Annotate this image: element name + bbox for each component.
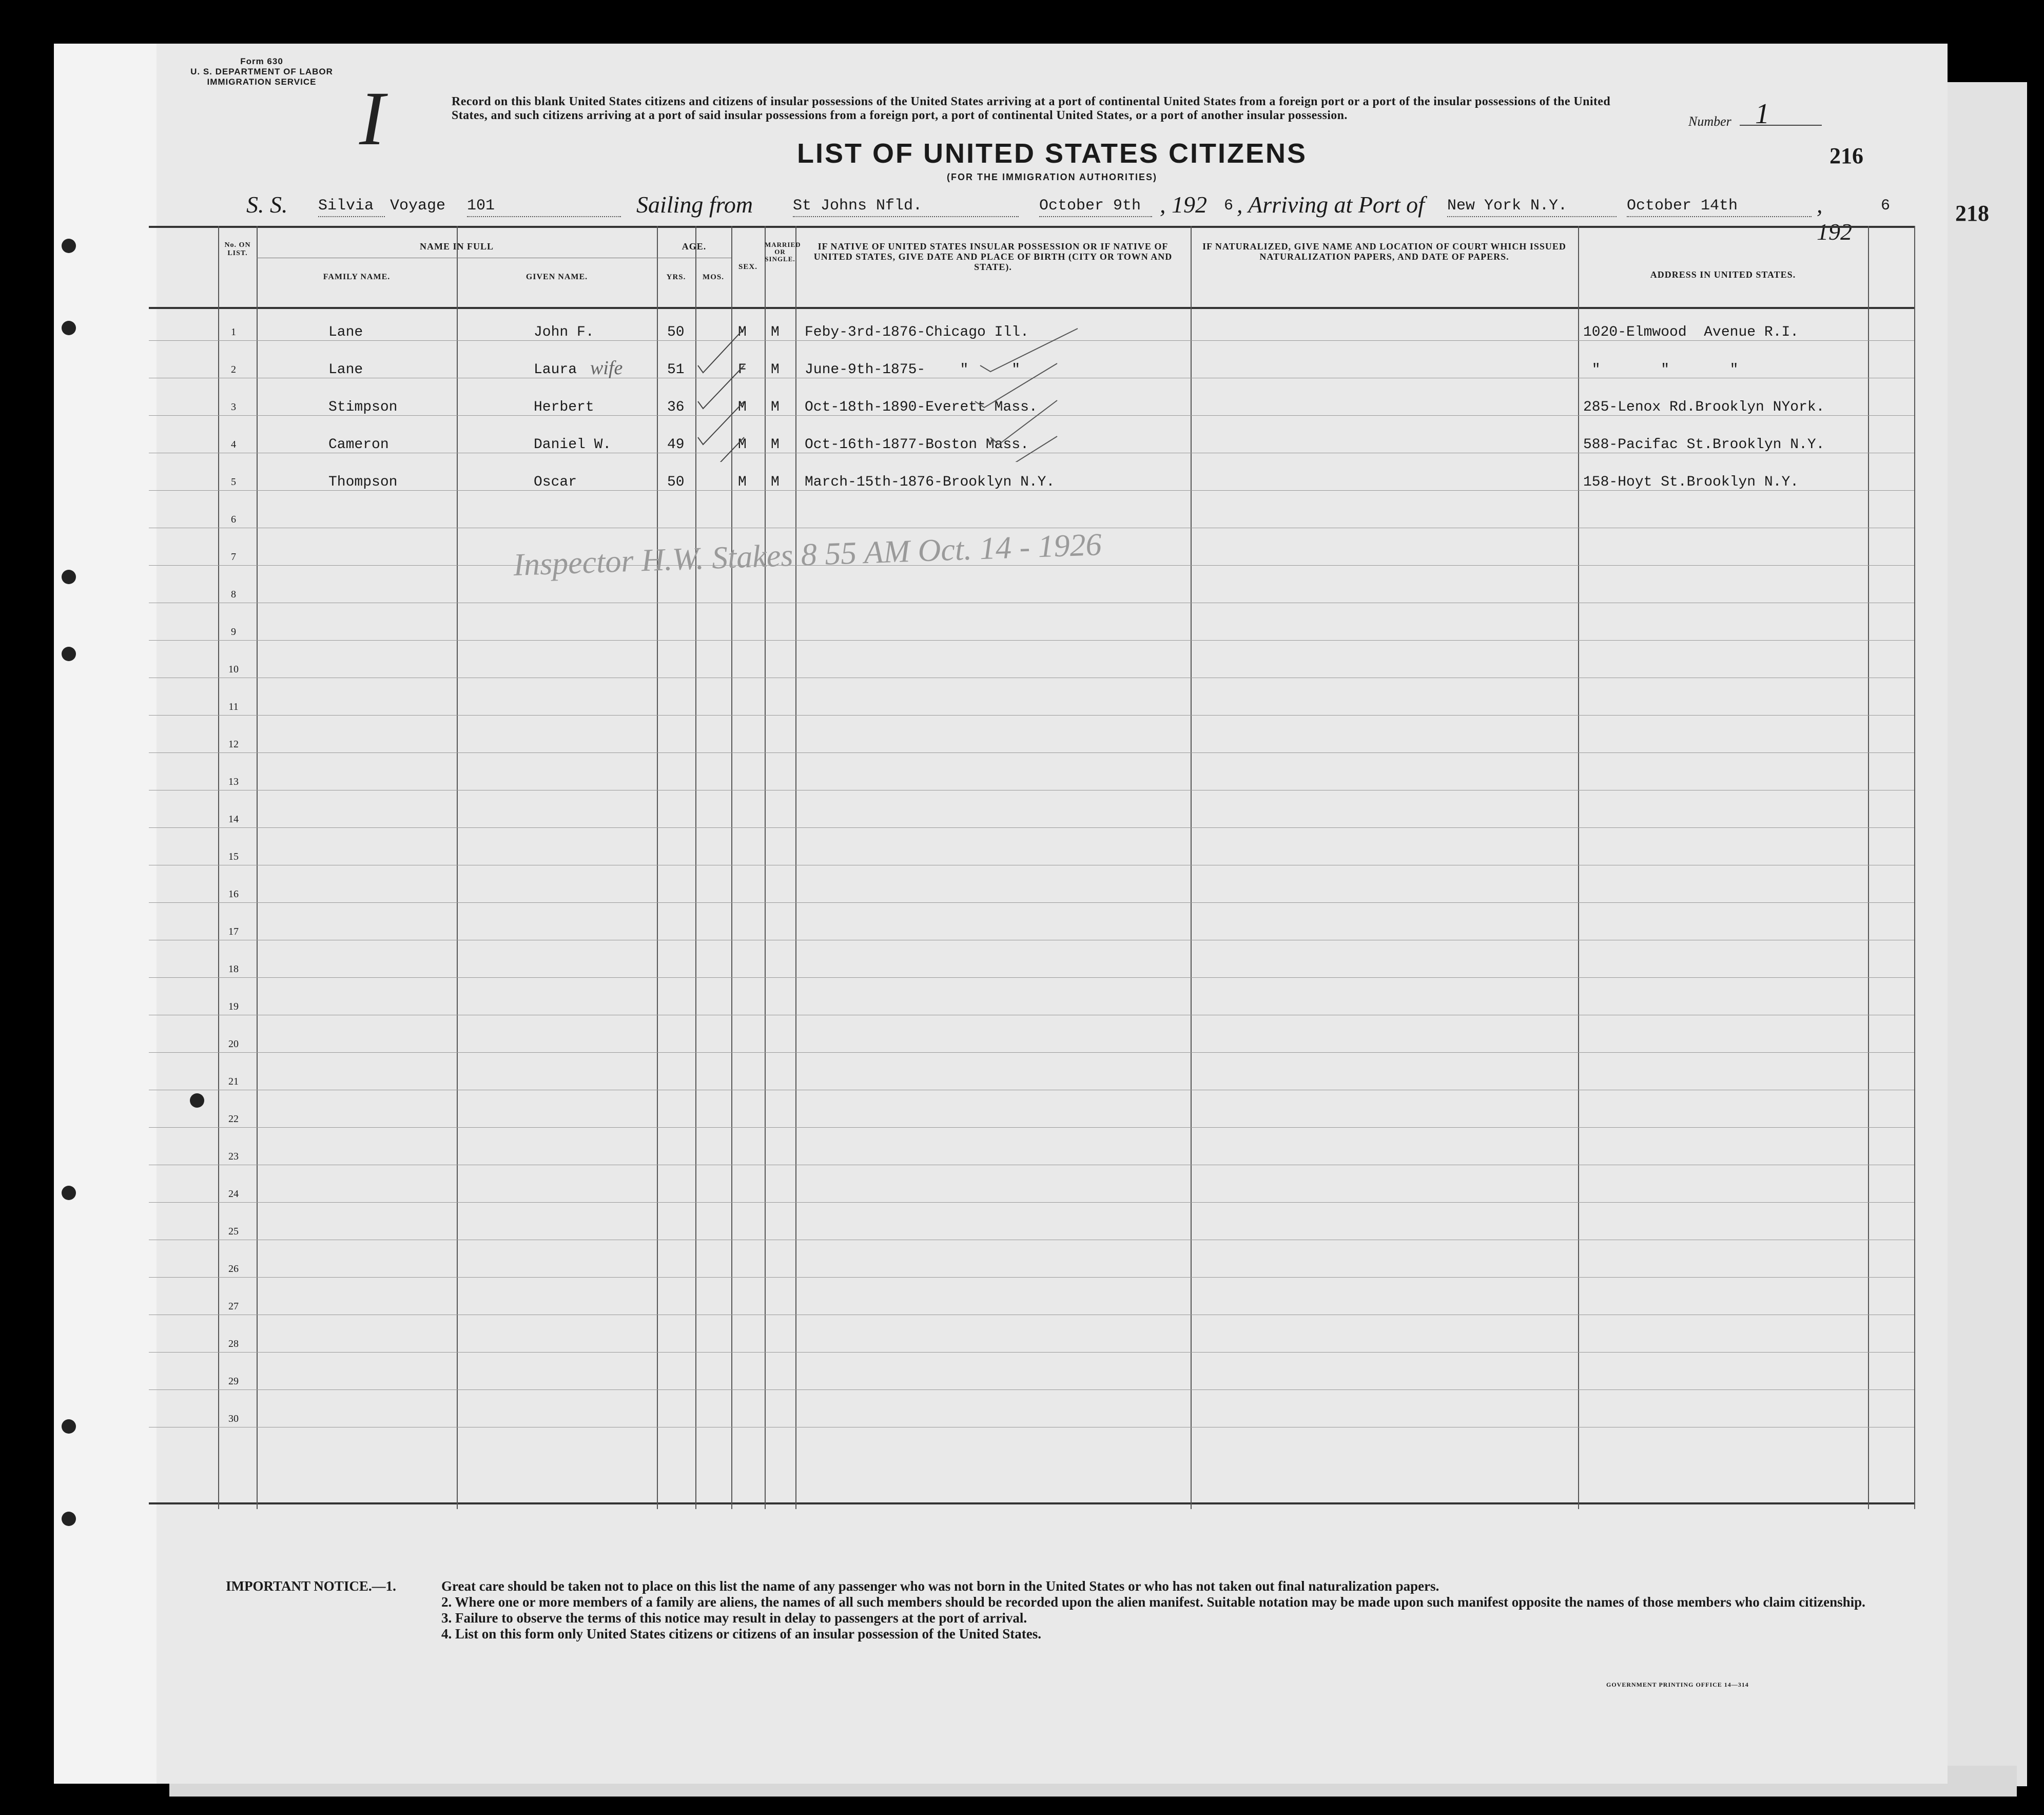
row-number: 14 <box>228 814 239 825</box>
row-rule <box>149 902 1914 903</box>
printer-imprint: GOVERNMENT PRINTING OFFICE 14—314 <box>1606 1681 1749 1688</box>
department-name: U. S. DEPARTMENT OF LABOR <box>190 67 333 76</box>
cell-given: Daniel W. <box>534 437 612 453</box>
ship-name: Silvia <box>318 197 385 217</box>
arrival-date: October 14th <box>1627 197 1812 217</box>
cell-sex: M <box>738 437 747 453</box>
row-number: 17 <box>228 926 239 937</box>
important-notice <box>226 1578 1868 1642</box>
cell-family: Lane <box>328 362 363 378</box>
cell-married: M <box>771 399 780 415</box>
cell-address: 158-Hoyt St.Brooklyn N.Y. <box>1583 474 1799 490</box>
cell-family: Lane <box>328 324 363 340</box>
header-family-name: FAMILY NAME. <box>323 273 391 281</box>
header-sex: SEX. <box>738 263 757 271</box>
cell-yrs: 50 <box>667 474 685 490</box>
voyage-line <box>246 191 1891 245</box>
voyage-number: 101 <box>467 197 621 217</box>
arriving-label: , Arriving at Port of <box>1237 191 1425 218</box>
arrival-year-prefix: , 192 <box>1817 191 1852 245</box>
binder-hole-icon <box>62 321 76 335</box>
cell-given: Herbert <box>534 399 594 415</box>
cell-married: M <box>771 474 780 490</box>
row-number: 9 <box>231 626 236 638</box>
col-divider <box>657 226 658 1509</box>
row-number: 30 <box>228 1413 239 1424</box>
form-number: Form 630 <box>240 56 283 66</box>
cell-birth: Oct-16th-1877-Boston Mass. <box>805 437 1029 453</box>
cell-sex: F <box>738 362 747 378</box>
sailing-port: St Johns Nfld. <box>793 197 1019 217</box>
sailing-year: 6 <box>1224 197 1234 215</box>
cell-sex: M <box>738 474 747 490</box>
header-mos: MOS. <box>703 273 724 281</box>
voyage-label: Voyage <box>390 197 446 215</box>
cell-address: 588-Pacifac St.Brooklyn N.Y. <box>1583 437 1825 453</box>
cell-birth: Feby-3rd-1876-Chicago Ill. <box>805 324 1029 340</box>
row-rule <box>149 827 1914 828</box>
number-underline <box>1740 125 1822 126</box>
row-number: 4 <box>231 439 236 450</box>
arrival-port: New York N.Y. <box>1447 197 1617 217</box>
binder-hole-icon <box>62 570 76 584</box>
ledger-bottom-rule <box>149 1502 1914 1504</box>
row-number: 20 <box>228 1038 239 1050</box>
row-number: 21 <box>228 1076 239 1087</box>
page-stamp-side: 218 <box>1955 201 1989 226</box>
cell-married: M <box>771 362 780 378</box>
arrival-year: 6 <box>1881 197 1891 215</box>
cell-yrs: 36 <box>667 399 685 415</box>
ss-label: S. S. <box>246 191 288 218</box>
row-number: 6 <box>231 514 236 525</box>
form-identifier <box>185 56 339 87</box>
page-subtitle: (FOR THE IMMIGRATION AUTHORITIES) <box>947 172 1157 182</box>
notice-item-2: 2. Where one or more members of a family are aliens, the names of all such members should be recorded upon the alien manifest. Suitable notation may be made upon such manifest opposite the names of those members who claim citizenship. <box>441 1594 1865 1610</box>
row-rule <box>149 715 1914 716</box>
row-number: 16 <box>228 889 239 900</box>
row-number: 23 <box>228 1151 239 1162</box>
col-divider <box>257 226 258 1509</box>
row-number: 27 <box>228 1301 239 1312</box>
binder-hole-icon <box>62 1512 76 1526</box>
cell-family: Thompson <box>328 474 398 490</box>
row-number: 2 <box>231 364 236 375</box>
inspector-note: Inspector H.W. Stakes 8 55 AM Oct. 14 - 1926 <box>513 527 1102 583</box>
form-instructions: Record on this blank United States citizens and citizens of insular possessions of the United States arriving at a port of continental United States from a foreign port or a port of the insular possessions of the United States, and such citizens arriving at a port of said insular possessions from a foreign port, a port of continental United States, or a port of another insular possession. <box>452 95 1611 122</box>
header-name-in-full: NAME IN FULL <box>419 241 494 252</box>
service-name: IMMIGRATION SERVICE <box>207 77 317 87</box>
row-number: 10 <box>228 664 239 675</box>
cell-married: M <box>771 324 780 340</box>
row-number: 15 <box>228 851 239 862</box>
row-rule <box>149 1389 1914 1390</box>
header-no-on-list: No. ON LIST. <box>224 241 251 257</box>
page-stamp-main: 216 <box>1829 143 1863 168</box>
row-number: 3 <box>231 401 236 413</box>
notice-lead: IMPORTANT NOTICE.—1. <box>226 1578 396 1594</box>
row-number: 7 <box>231 551 236 563</box>
header-naturalized: IF NATURALIZED, GIVE NAME AND LOCATION OF COURT WHICH ISSUED NATURALIZATION PAPERS, AND DATE OF PAPERS. <box>1202 241 1566 262</box>
header-married-single: MARRIED OR SINGLE. <box>765 241 801 263</box>
cell-address: 1020-Elmwood Avenue R.I. <box>1583 324 1799 340</box>
cell-yrs: 51 <box>667 362 685 378</box>
row-number: 8 <box>231 589 236 600</box>
col-divider <box>1914 226 1915 1509</box>
checkmark-icon <box>688 308 1098 462</box>
passenger-ledger <box>149 226 1914 1509</box>
handwritten-mark: I <box>359 76 385 161</box>
cell-birth: June-9th-1875- " " <box>805 362 1021 378</box>
binder-hole-icon <box>62 1186 76 1200</box>
row-rule <box>149 490 1914 491</box>
header-yrs: YRS. <box>666 273 686 281</box>
given-name-annotation: wife <box>590 357 623 379</box>
row-rule <box>149 752 1914 753</box>
sailing-label: Sailing from <box>636 191 753 218</box>
col-divider <box>218 226 219 1509</box>
cell-birth: March-15th-1876-Brooklyn N.Y. <box>805 474 1055 490</box>
row-rule <box>149 640 1914 641</box>
cell-family: Cameron <box>328 437 389 453</box>
col-divider <box>1868 226 1869 1509</box>
notice-item-3: 3. Failure to observe the terms of this notice may result in delay to passengers at the port of arrival. <box>441 1610 1027 1626</box>
header-age: AGE. <box>682 241 707 252</box>
cell-given: Oscar <box>534 474 577 490</box>
binder-hole-icon <box>62 1419 76 1434</box>
header-address: ADDRESS IN UNITED STATES. <box>1650 269 1796 280</box>
row-rule <box>149 977 1914 978</box>
cell-yrs: 49 <box>667 437 685 453</box>
header-given-name: GIVEN NAME. <box>525 273 588 281</box>
cell-address: 285-Lenox Rd.Brooklyn NYork. <box>1583 399 1825 415</box>
cell-married: M <box>771 437 780 453</box>
row-number: 12 <box>228 739 239 750</box>
notice-item-1: Great care should be taken not to place on this list the name of any passenger who was not born in the United States or who has not taken out final naturalization papers. <box>441 1578 1439 1594</box>
row-number: 24 <box>228 1188 239 1200</box>
row-rule <box>149 1127 1914 1128</box>
cell-yrs: 50 <box>667 324 685 340</box>
col-divider <box>1191 226 1192 1509</box>
row-rule <box>149 1052 1914 1053</box>
cell-given: Laura <box>534 362 577 378</box>
ledger-top-rule <box>149 226 1914 228</box>
binder-hole-icon <box>62 239 76 253</box>
row-rule <box>149 1202 1914 1203</box>
row-number: 5 <box>231 476 236 488</box>
cell-birth: Oct-18th-1890-Everett Mass. <box>805 399 1038 415</box>
row-number: 22 <box>228 1113 239 1125</box>
header-native-birth: IF NATIVE OF UNITED STATES INSULAR POSSESSION OR IF NATIVE OF UNITED STATES, GIVE DATE AND PLACE OF BIRTH (CITY OR TOWN AND STATE). <box>813 241 1173 272</box>
row-number: 11 <box>228 701 239 712</box>
row-rule <box>149 1277 1914 1278</box>
row-number: 1 <box>231 326 236 338</box>
cell-sex: M <box>738 324 747 340</box>
page-title: LIST OF UNITED STATES CITIZENS <box>797 138 1307 169</box>
row-number: 25 <box>228 1226 239 1237</box>
row-number: 19 <box>228 1001 239 1012</box>
row-rule <box>149 1352 1914 1353</box>
binder-hole-icon <box>62 647 76 661</box>
col-divider <box>457 226 458 1509</box>
sailing-date: October 9th <box>1039 197 1152 217</box>
sailing-year-prefix: , 192 <box>1160 191 1207 218</box>
row-number: 28 <box>228 1338 239 1349</box>
cell-given: John F. <box>534 324 594 340</box>
cell-sex: M <box>738 399 747 415</box>
cell-address: " " " <box>1583 362 1739 378</box>
col-divider <box>1578 226 1579 1509</box>
number-label: Number <box>1688 114 1731 129</box>
row-number: 26 <box>228 1263 239 1275</box>
row-number: 18 <box>228 963 239 975</box>
row-number: 13 <box>228 776 239 787</box>
row-number: 29 <box>228 1376 239 1387</box>
cell-family: Stimpson <box>328 399 398 415</box>
number-value: 1 <box>1755 98 1769 130</box>
notice-item-4: 4. List on this form only United States citizens or citizens of an insular possession of the United States. <box>441 1626 1042 1642</box>
